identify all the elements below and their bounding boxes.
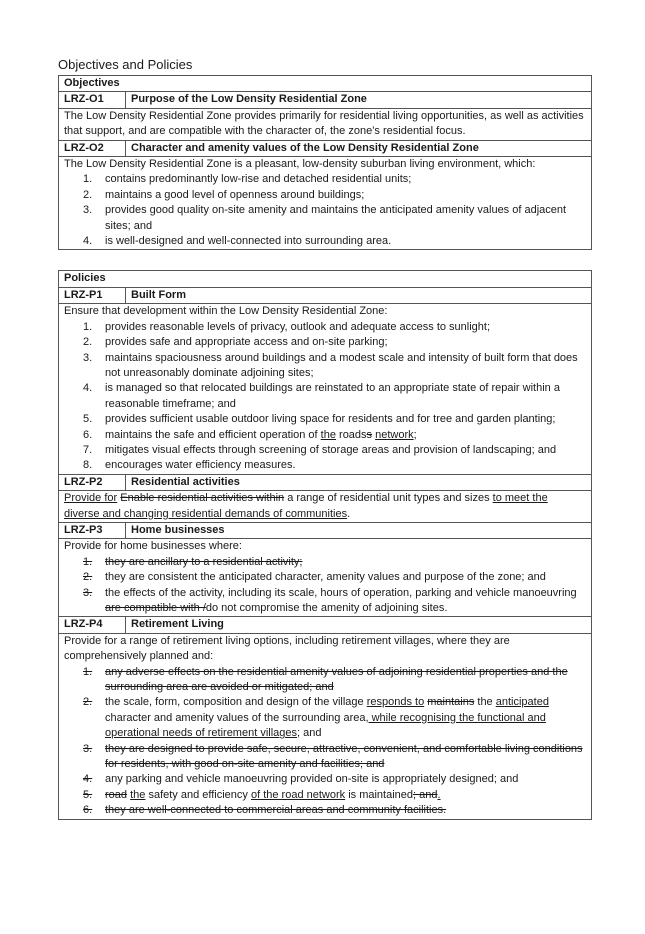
objectives-table xyxy=(58,75,592,250)
list-item: 7. mitigates visual effects through screening of storage areas and provision of landscaping; and xyxy=(83,443,557,456)
policy-body: Provide for Enable residential activities within a range of residential unit types and sizes to meet the diverse and changing residential demands of communities. xyxy=(59,491,592,523)
list-item: 6. maintains the safe and efficient operation of the roadss network; xyxy=(83,428,417,441)
list-item: 3. provides good quality on-site amenity and maintains the anticipated amenity values of adjacent sites; and xyxy=(83,204,567,232)
policy-p2-row xyxy=(59,474,592,490)
inserted-text: Provide for xyxy=(64,492,118,505)
list-item: 5. provides sufficient usable outdoor living space for residents and for tree and garden planting; xyxy=(83,413,556,426)
list-item: 3. the effects of the activity, including its scale, hours of operation, parking and vehicle manoeuvring are compatible with /do not compromise the amenity of adjoining sites. xyxy=(83,586,577,614)
list-item: 2. provides safe and appropriate access and on-site parking; xyxy=(83,336,388,349)
policy-title: Residential activities xyxy=(126,474,592,490)
objective-intro: The Low Density Residential Zone is a pleasant, low-density suburban living environment, which: xyxy=(64,158,536,171)
objectives-header: Objectives xyxy=(59,76,592,92)
policy-p1-row xyxy=(59,287,592,303)
list-item: 3. maintains spaciousness around buildings and a modest scale and intensity of built form that does not unreasonably dominate adjoining sites; xyxy=(83,351,578,379)
policies-table xyxy=(58,270,592,819)
policy-p3-row xyxy=(59,522,592,538)
policies-header-row xyxy=(59,271,592,287)
list-item: 1. provides reasonable levels of privacy, outlook and adequate access to sunlight; xyxy=(83,320,491,333)
list-item: 5. road the safety and efficiency of the road network is maintained; and. xyxy=(83,788,441,801)
document-page xyxy=(58,56,592,820)
policy-list xyxy=(64,555,586,617)
policy-p3-body-row xyxy=(59,539,592,617)
objective-o1-body-row xyxy=(59,108,592,140)
list-item: 3. they are designed to provide safe, secure, attractive, convenient, and comfortable living conditions for residents, with good on-site amenity and facilities; and xyxy=(83,742,583,771)
objective-o1-row xyxy=(59,92,592,108)
list-item: 4. is managed so that relocated buildings are reinstated to an appropriate state of repair within a reasonable timeframe; and xyxy=(83,382,560,410)
objective-o2-body-row xyxy=(59,157,592,250)
list-item: 2. they are consistent the anticipated character, amenity values and purpose of the zone; and xyxy=(83,571,546,584)
objective-list xyxy=(64,172,586,249)
policy-intro: Provide for a range of retirement living options, including retirement villages, where they are comprehensively planned and: xyxy=(64,634,510,663)
list-item: 1. any adverse effects on the residential amenity values of adjoining residential properties and the surrounding area are avoided or mitigated; and xyxy=(83,665,568,694)
list-item: 4. any parking and vehicle manoeuvring provided on-site is appropriately designed; and xyxy=(83,773,519,786)
policy-intro: Provide for home businesses where: xyxy=(64,540,242,553)
policy-body xyxy=(59,539,592,617)
inserted-text: to meet the diverse and changing residential demands of communities xyxy=(64,492,548,520)
policy-title: Retirement Living xyxy=(126,617,592,633)
list-item: 8. encourages water efficiency measures. xyxy=(83,459,296,472)
policy-intro: Ensure that development within the Low Density Residential Zone: xyxy=(64,305,388,318)
policy-body xyxy=(59,633,592,819)
list-item: 1. they are ancillary to a residential activity; xyxy=(83,555,303,568)
objective-code: LRZ-O2 xyxy=(59,140,126,156)
policy-title: Home businesses xyxy=(126,522,592,538)
objective-o2-row xyxy=(59,140,592,156)
policy-code: LRZ-P2 xyxy=(59,474,126,490)
objective-code: LRZ-O1 xyxy=(59,92,126,108)
policy-code: LRZ-P4 xyxy=(59,617,126,633)
policies-header: Policies xyxy=(59,271,592,287)
policy-title: Built Form xyxy=(126,287,592,303)
list-item: 1. contains predominantly low-rise and detached residential units; xyxy=(83,173,412,186)
objective-title: Character and amenity values of the Low Density Residential Zone xyxy=(126,140,592,156)
policy-list xyxy=(64,665,586,819)
list-item: 6. they are well-connected to commercial areas and community facilities. xyxy=(83,804,447,817)
section-title: Objectives and Policies xyxy=(58,57,193,72)
policy-code: LRZ-P1 xyxy=(59,287,126,303)
list-item: 2. maintains a good level of openness around buildings; xyxy=(83,188,365,201)
objective-text: The Low Density Residential Zone provides primarily for residential living opportunities, as well as activities that support, and are compatible with the character of, the zone’s residential focus. xyxy=(59,108,592,140)
policy-p4-row xyxy=(59,617,592,633)
list-item: 4. is well-designed and well-connected into surrounding area. xyxy=(83,235,392,248)
objective-title: Purpose of the Low Density Residential Zone xyxy=(126,92,592,108)
policy-p2-body-row xyxy=(59,491,592,523)
deleted-text: Enable residential activities within xyxy=(120,492,285,505)
policy-list xyxy=(64,320,586,474)
objective-body xyxy=(59,157,592,250)
list-item: 2. the scale, form, composition and design of the village responds to maintains the anticipated character and amenity values of the surrounding area, while recognising the functional and operational needs of retirement villages; and xyxy=(83,696,549,740)
policy-p4-body-row xyxy=(59,633,592,819)
policy-code: LRZ-P3 xyxy=(59,522,126,538)
policy-body xyxy=(59,304,592,474)
objectives-header-row xyxy=(59,76,592,92)
policy-p1-body-row xyxy=(59,304,592,474)
